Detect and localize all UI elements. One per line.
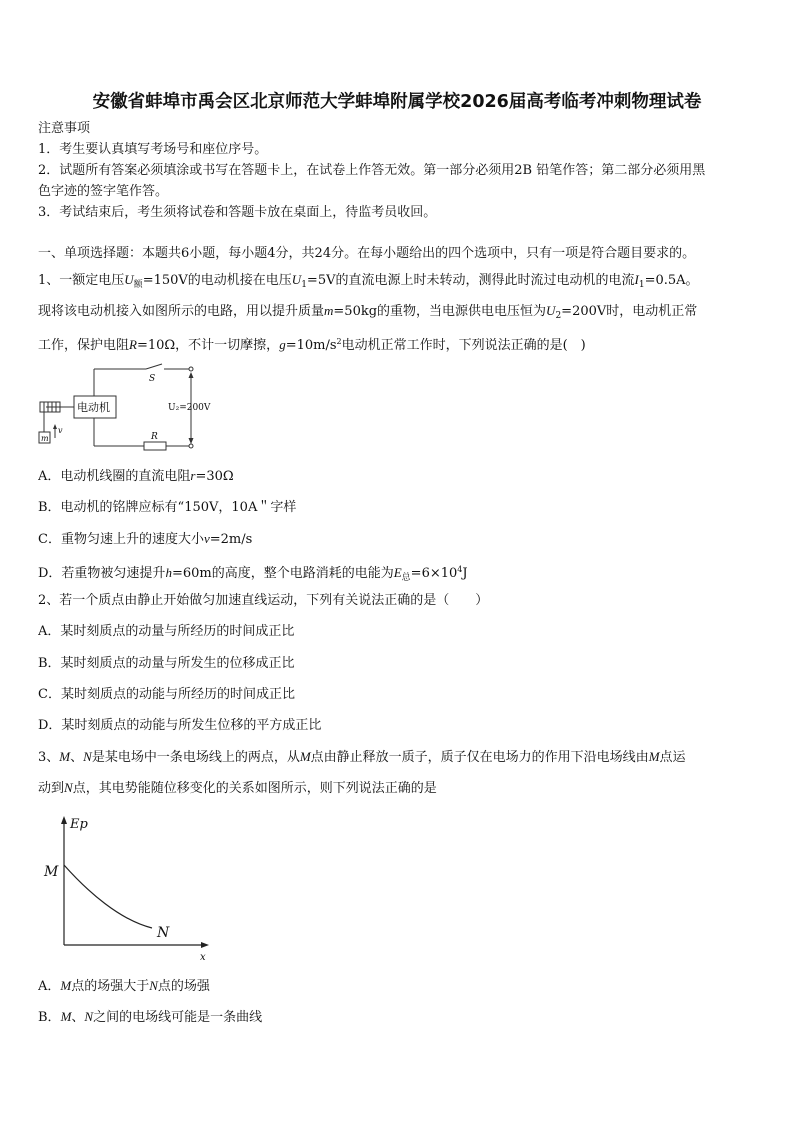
- q3-option-b: [38, 1008, 760, 1027]
- superscript: 4: [457, 565, 463, 574]
- superscript: 2: [336, 337, 342, 346]
- motor-label: 电动机: [77, 401, 110, 414]
- point-n-label: N: [157, 925, 170, 941]
- symbol-n: N: [64, 780, 73, 795]
- text: J: [462, 566, 468, 581]
- q2-option-c: C．某时刻质点的动能与所经历的时间成正比: [38, 687, 295, 702]
- text: 现将该电动机接入如图所示的电路，用以提升质量: [38, 304, 325, 319]
- text: A．: [38, 979, 61, 994]
- q2-option-b: B．某时刻质点的动量与所发生的位移成正比: [38, 656, 295, 671]
- notice-heading: 注意事项: [38, 121, 91, 136]
- text: 、: [70, 750, 84, 765]
- text: =0.5A。: [644, 273, 699, 288]
- resistor-label: R: [151, 432, 158, 442]
- section-heading: 一、单项选择题：本题共6小题，每小题4分，共24分。在每小题给出的四个选项中，只有一项是符合题目要求的。: [38, 246, 696, 261]
- symbol-e: E: [393, 565, 402, 580]
- mass-label: m: [41, 434, 49, 443]
- symbol-m: M: [60, 1009, 72, 1024]
- q3-option-a: [38, 977, 760, 996]
- voltage-label: U₂=200V: [168, 403, 211, 413]
- switch-label: S: [149, 374, 156, 384]
- notice-item-3: 3．考试结束后，考生须将试卷和答题卡放在桌面上，待监考员收回。: [38, 205, 437, 220]
- symbol-m: M: [59, 749, 71, 764]
- text: =150V的电动机接在电压: [142, 273, 292, 288]
- symbol-n: N: [83, 749, 92, 764]
- q1-option-c: [38, 530, 760, 549]
- q3-stem-line-1: [38, 748, 760, 767]
- symbol-m: M: [648, 749, 660, 764]
- q3-ep-x-graph: [40, 810, 220, 960]
- symbol-u1: U: [291, 272, 302, 287]
- page-title: 安徽省蚌埠市禹会区北京师范大学蚌埠附属学校2026届高考临考冲刺物理试卷: [92, 92, 702, 112]
- text: =6×10: [410, 566, 458, 581]
- symbol-h: h: [165, 565, 172, 580]
- subscript: 额: [133, 280, 143, 290]
- text: =50kg的重物，当电源供电电压恒为: [333, 304, 547, 319]
- text: 工作，保护电阻: [38, 338, 130, 353]
- text: 点运: [659, 750, 686, 765]
- symbol-r: r: [190, 468, 196, 483]
- symbol-m: m: [324, 303, 334, 318]
- subscript: 1: [301, 280, 307, 290]
- subscript: 总: [401, 573, 411, 583]
- symbol-i1: I: [634, 272, 639, 287]
- notice-item-1: 1．考生要认真填写考场号和座位序号。: [38, 142, 268, 157]
- q1-stem-line-1: [38, 271, 760, 294]
- text: =200V时，电动机正常: [561, 304, 698, 319]
- text: 动到: [38, 781, 65, 796]
- subscript: 2: [555, 311, 562, 321]
- q3-stem-line-2: [38, 779, 760, 798]
- text: 3、: [38, 750, 60, 765]
- text: 点由静止释放一质子，质子仅在电场力的作用下沿电场线由: [310, 750, 649, 765]
- notice-item-2-cont: 色字迹的签字笔作答。: [38, 184, 169, 199]
- text: 是某电场中一条电场线上的两点，从: [91, 750, 300, 765]
- text: 点的场强: [157, 979, 210, 994]
- q2-option-d: D．某时刻质点的动能与所发生位移的平方成正比: [38, 718, 322, 733]
- text: =10m/s: [285, 338, 337, 353]
- text: =10Ω，不计一切摩擦，: [136, 338, 280, 353]
- notice-item-2: 2．试题所有答案必须填涂或书写在答题卡上，在试卷上作答无效。第一部分必须用2B 铅笔作答；第二部分必须用黑: [38, 163, 706, 178]
- q1-stem-line-3: [38, 333, 760, 355]
- text: 点，其电势能随位移变化的关系如图所示，则下列说法正确的是: [72, 781, 437, 796]
- text: =2m/s: [209, 532, 253, 547]
- q1-stem-line-2: [38, 302, 760, 325]
- text: A．电动机线圈的直流电阻: [38, 469, 191, 484]
- text: 电动机正常工作时，下列说法正确的是( ): [341, 338, 586, 353]
- q1-option-b: B．电动机的铭牌应标有“150V，10A＂字样: [38, 500, 297, 515]
- q1-circuit-diagram: [36, 362, 236, 452]
- text: 之间的电场线可能是一条曲线: [93, 1010, 263, 1025]
- subscript: 1: [638, 280, 645, 290]
- text: D．若重物被匀速提升: [38, 566, 166, 581]
- q2-option-a: A．某时刻质点的动量与所经历的时间成正比: [38, 624, 295, 639]
- x-axis-label: x: [200, 952, 206, 960]
- symbol-g: g: [279, 337, 286, 352]
- text: 、: [71, 1010, 85, 1025]
- symbol-n: N: [149, 978, 158, 993]
- velocity-label: v: [58, 426, 63, 435]
- text: C．重物匀速上升的速度大小: [38, 532, 204, 547]
- text: =5V的直流电源上时未转动，测得此时流过电动机的电流: [306, 273, 635, 288]
- text: =30Ω: [195, 469, 234, 484]
- symbol-v: v: [203, 531, 210, 546]
- text: 点的场强大于: [71, 979, 150, 994]
- q2-stem: 2、若一个质点由静止开始做匀加速直线运动，下列有关说法正确的是（ ）: [38, 593, 489, 608]
- symbol-m: M: [60, 978, 72, 993]
- symbol-n: N: [84, 1009, 94, 1024]
- q1-option-a: [38, 467, 760, 486]
- symbol-u: U: [124, 272, 134, 287]
- y-axis-label: Ep: [70, 817, 88, 832]
- point-m-label: M: [44, 864, 59, 880]
- symbol-u2: U: [546, 303, 556, 318]
- q1-option-d: [38, 561, 760, 587]
- text: B．: [38, 1010, 61, 1025]
- text: 1、一额定电压: [38, 273, 125, 288]
- symbol-m: M: [299, 749, 311, 764]
- symbol-r: R: [129, 337, 137, 352]
- text: =60m的高度，整个电路消耗的电能为: [171, 566, 394, 581]
